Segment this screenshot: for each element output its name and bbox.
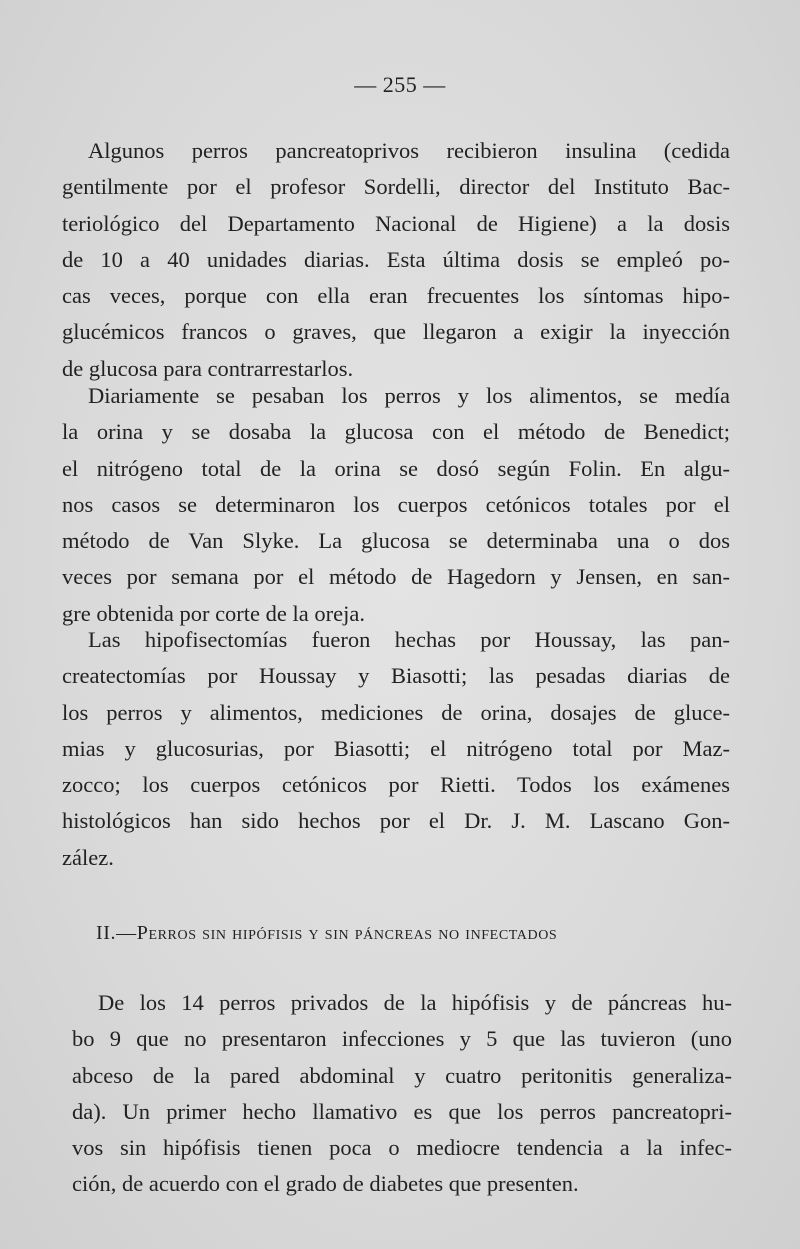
- text-line: abceso de la pared abdominal y cuatro peritonitis generaliza-: [72, 1062, 732, 1088]
- text-line: createctomías por Houssay y Biasotti; las pesadas diarias de: [62, 663, 730, 689]
- text-line: cas veces, porque con ella eran frecuentes los síntomas hipo-: [62, 283, 730, 309]
- text-line: bo 9 que no presentaron infecciones y 5 que las tuvieron (uno: [72, 1026, 732, 1052]
- text-line: teriológico del Departamento Nacional de Higiene) a la dosis: [62, 210, 730, 236]
- text-line: veces por semana por el método de Hagedorn y Jensen, en san-: [62, 564, 730, 590]
- text-line: De los 14 perros privados de la hipófisis y de páncreas hu-: [98, 990, 732, 1015]
- text-line: la orina y se dosaba la glucosa con el método de Benedict;: [62, 419, 730, 445]
- paragraph-results: [72, 985, 732, 1203]
- paragraph-methods: [62, 378, 730, 632]
- text-line: Algunos perros pancreatoprivos recibieron insulina (cedida: [88, 138, 730, 163]
- text-line: zocco; los cuerpos cetónicos por Rietti. Todos los exámenes: [62, 772, 730, 798]
- text-line: zález.: [62, 844, 114, 870]
- page-number: — 255 —: [354, 72, 446, 97]
- text-line: mias y glucosurias, por Biasotti; el nitrógeno total por Maz-: [62, 735, 730, 761]
- text-line: histológicos han sido hechos por el Dr. J. M. Lascano Gon-: [62, 808, 730, 834]
- text-line: Diariamente se pesaban los perros y los alimentos, se medía: [88, 383, 730, 408]
- text-line: de glucosa para contrarrestarlos.: [62, 355, 354, 381]
- paragraph-insulin: [62, 133, 730, 387]
- text-line: ción, de acuerdo con el grado de diabetes que presenten.: [72, 1171, 579, 1197]
- text-line: el nitrógeno total de la orina se dosó según Folin. En algu-: [62, 455, 730, 481]
- section-heading: [96, 922, 557, 945]
- text-line: da). Un primer hecho llamativo es que los perros pancreatopri-: [72, 1098, 732, 1124]
- text-line: nos casos se determinaron los cuerpos cetónicos totales por el: [62, 491, 730, 517]
- section-title: Perros sin hipófisis y sin páncreas no infectados: [136, 922, 558, 944]
- text-line: los perros y alimentos, mediciones de orina, dosajes de gluce-: [62, 699, 730, 725]
- text-line: vos sin hipófisis tienen poca o mediocre tendencia a la infec-: [72, 1135, 732, 1161]
- section-number: II.—: [96, 922, 137, 944]
- text-line: gentilmente por el profesor Sordelli, director del Instituto Bac-: [62, 174, 730, 200]
- paragraph-credits: [62, 622, 730, 876]
- text-line: método de Van Slyke. La glucosa se determinaba una o dos: [62, 528, 730, 554]
- text-line: Las hipofisectomías fueron hechas por Houssay, las pan-: [88, 627, 730, 652]
- text-line: gre obtenida por corte de la oreja.: [62, 600, 365, 626]
- text-line: de 10 a 40 unidades diarias. Esta última dosis se empleó po-: [62, 246, 730, 272]
- text-line: glucémicos francos o graves, que llegaron a exigir la inyección: [62, 319, 730, 345]
